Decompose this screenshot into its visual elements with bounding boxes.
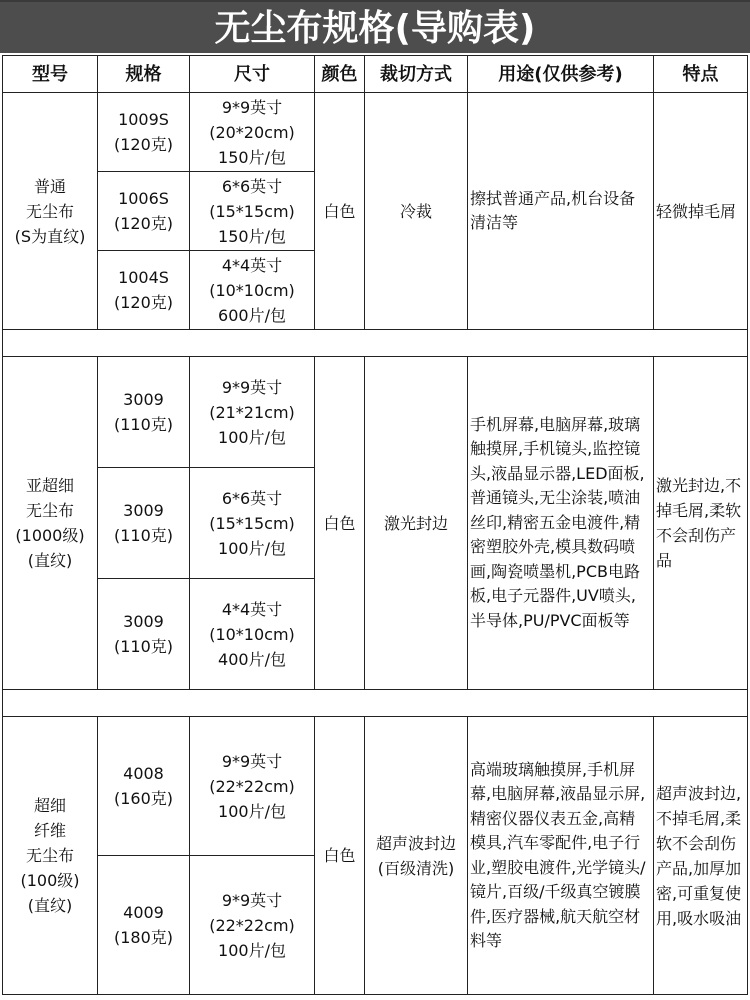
size-cell: 9*9英寸 (22*22cm) 100片/包 (190, 717, 315, 856)
table-row (3, 717, 748, 856)
color-cell: 白色 (315, 93, 365, 330)
header-cut: 裁切方式 (365, 56, 468, 93)
usage-cell: 手机屏幕,电脑屏幕,玻璃触摸屏,手机镜头,监控镜头,液晶显示器,LED面板,普通镜头,无尘涂装,喷油丝印,精密五金电渡件,精密塑胶外壳,模具数码喷画,陶瓷喷墨机,PCB电路板,电子元器件,UV喷头,半导体,PU/PVC面板等 (468, 357, 654, 690)
cut-cell: 冷裁 (365, 93, 468, 330)
spec-cell: 4008 (160克) (98, 717, 190, 856)
cut-cell: 超声波封边 (百级清洗) (365, 717, 468, 995)
separator-row (3, 330, 748, 357)
size-cell: 9*9英寸 (21*21cm) 100片/包 (190, 357, 315, 468)
usage-cell: 擦拭普通产品,机台设备清洁等 (468, 93, 654, 330)
spec-cell: 3009 (110克) (98, 579, 190, 690)
color-cell: 白色 (315, 357, 365, 690)
table-row (3, 357, 748, 468)
feature-cell: 激光封边,不掉毛屑,柔软不会刮伤产品 (654, 357, 748, 690)
spec-cell: 1009S (120克) (98, 93, 190, 172)
spec-cell: 1006S (120克) (98, 172, 190, 251)
size-cell: 9*9英寸 (22*22cm) 100片/包 (190, 856, 315, 995)
table-row (3, 93, 748, 172)
size-cell: 6*6英寸 (15*15cm) 100片/包 (190, 468, 315, 579)
header-row (3, 56, 748, 93)
model-cell: 亚超细 无尘布 (1000级) (直纹) (3, 357, 98, 690)
color-cell: 白色 (315, 717, 365, 995)
header-model: 型号 (3, 56, 98, 93)
feature-cell: 超声波封边,不掉毛屑,柔软不会刮伤产品,加厚加密,可重复使用,吸水吸油 (654, 717, 748, 995)
header-usage: 用途(仅供参考) (468, 56, 654, 93)
header-size: 尺寸 (190, 56, 315, 93)
header-color: 颜色 (315, 56, 365, 93)
cut-cell: 激光封边 (365, 357, 468, 690)
size-cell: 4*4英寸 (10*10cm) 600片/包 (190, 251, 315, 330)
usage-cell: 高端玻璃触摸屏,手机屏幕,电脑屏幕,液晶显示屏,精密仪器仪表五金,高精模具,汽车零配件,电子行业,塑胶电渡件,光学镜头/镜片,百级/千级真空镀膜件,医疗器械,航天航空材料等 (468, 717, 654, 995)
spec-cell: 3009 (110克) (98, 468, 190, 579)
size-cell: 9*9英寸 (20*20cm) 150片/包 (190, 93, 315, 172)
spec-cell: 1004S (120克) (98, 251, 190, 330)
separator-row (3, 690, 748, 717)
table-title: 无尘布规格(导购表) (0, 0, 750, 53)
size-cell: 6*6英寸 (15*15cm) 150片/包 (190, 172, 315, 251)
feature-cell: 轻微掉毛屑 (654, 93, 748, 330)
size-cell: 4*4英寸 (10*10cm) 400片/包 (190, 579, 315, 690)
spec-cell: 3009 (110克) (98, 357, 190, 468)
spec-cell: 4009 (180克) (98, 856, 190, 995)
header-feature: 特点 (654, 56, 748, 93)
header-spec: 规格 (98, 56, 190, 93)
spec-table (2, 55, 748, 995)
model-cell: 普通 无尘布 (S为直纹) (3, 93, 98, 330)
model-cell: 超细 纤维 无尘布 (100级) (直纹) (3, 717, 98, 995)
